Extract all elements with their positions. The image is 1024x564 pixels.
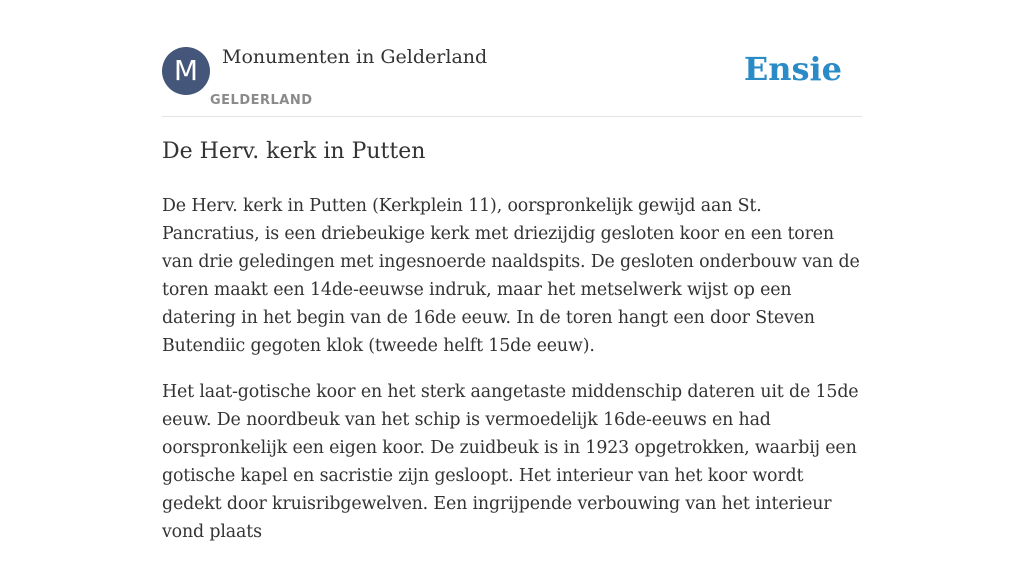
source-title[interactable]: Monumenten in Gelderland xyxy=(222,46,488,68)
article-body xyxy=(162,192,862,564)
article-title: De Herv. kerk in Putten xyxy=(162,139,426,164)
article-paragraph: De Herv. kerk in Putten (Kerkplein 11), oorspronkelijk gewijd aan St. Pancratius, is een driebeukige kerk met driezijdig gesloten koor en een toren van drie geledingen met ingesnoerde naaldspits. De gesloten onderbouw van de toren maakt een 14de-eeuwse indruk, maar het metselwerk wijst op een datering in het begin van de 16de eeuw. In de toren hangt een door Steven Butendiic gegoten klok (tweede helft 15de eeuw). xyxy=(162,196,860,356)
avatar[interactable]: M xyxy=(162,47,210,95)
article-paragraph: Het laat-gotische koor en het sterk aangetaste middenschip dateren uit de 15de eeuw. De noordbeuk van het schip is vermoedelijk 16de-eeuws en had oorspronkelijk een eigen koor. De zuidbeuk is in 1923 opgetrokken, waarbij een gotische kapel en sacristie zijn gesloopt. Het interieur van het koor wordt gedekt door kruisribgewelven. Een ingrijpende verbouwing van het interieur vond plaats xyxy=(162,382,859,542)
ensie-logo[interactable]: Ensie xyxy=(743,50,842,88)
source-category[interactable]: GELDERLAND xyxy=(210,93,313,108)
source-header xyxy=(162,44,862,117)
